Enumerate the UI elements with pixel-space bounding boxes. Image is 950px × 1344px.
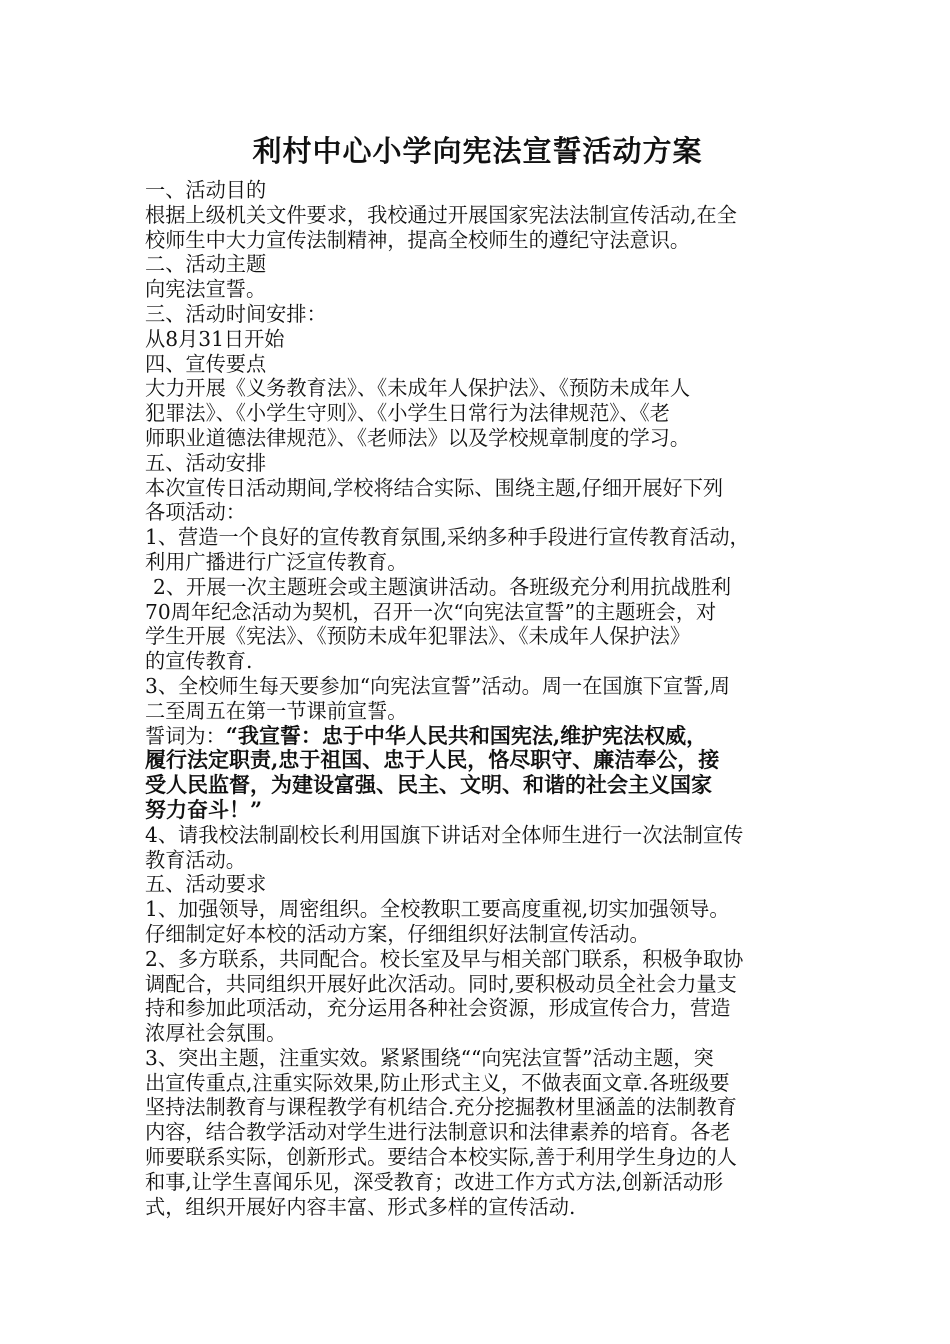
- paragraph-line: 2、多方联系，共同配合。校长室及早与相关部门联系，积极争取协: [145, 946, 744, 971]
- oath-line: 履行法定职责,忠于祖国、忠于人民，恪尽职守、廉洁奉公，接: [145, 747, 720, 773]
- paragraph-line: 和事,让学生喜闻乐见，深受教育；改进工作方式方法,创新活动形: [145, 1169, 724, 1194]
- paragraph-line: 2、开展一次主题班会或主题演讲活动。各班级充分利用抗战胜利: [153, 574, 732, 599]
- section-block-2: [145, 823, 810, 1220]
- paragraph-line: 出宣传重点,注重实际效果,防止形式主义，不做表面文章.各班级要: [145, 1070, 730, 1095]
- paragraph-line: 3、突出主题，注重实效。紧紧围绕““向宪法宣誓”活动主题，突: [145, 1045, 714, 1070]
- heading-schedule: 三、活动时间安排：: [145, 301, 327, 326]
- paragraph-line: 利用广播进行广泛宣传教育。: [145, 549, 408, 574]
- paragraph-line: 根据上级机关文件要求，我校通过开展国家宪法法制宣传活动,在全: [145, 202, 737, 227]
- paragraph-line: 犯罪法》、《小学生守则》、《小学生日常行为法律规范》、《老: [145, 401, 670, 426]
- section-block-1: [145, 178, 810, 724]
- paragraph-line: 向宪法宣誓。: [145, 277, 267, 302]
- paragraph-line: 仔细制定好本校的活动方案，仔细组织好法制宣传活动。: [145, 921, 650, 946]
- paragraph-line: 70周年纪念活动为契机，召开一次“向宪法宣誓”的主题班会，对: [145, 599, 717, 624]
- oath-line: [145, 724, 810, 749]
- paragraph-line: 二至周五在第一节课前宣誓。: [145, 698, 408, 723]
- paragraph-line: 教育活动。: [145, 847, 246, 872]
- paragraph-line: 大力开展《义务教育法》、《未成年人保护法》、《预防未成年人: [145, 376, 691, 401]
- oath-line: 努力奋斗！”: [145, 796, 263, 822]
- paragraph-line: 1、营造一个良好的宣传教育氛围,采纳多种手段进行宣传教育活动，: [145, 525, 750, 550]
- paragraph-line: 调配合，共同组织开展好此次活动。同时,要积极动员全社会力量支: [145, 971, 737, 996]
- heading-requirements: 五、活动要求: [145, 872, 267, 897]
- paragraph-line: 内容，结合教学活动对学生进行法制意识和法律素养的培育。各老: [145, 1120, 731, 1145]
- paragraph-line: 师职业道德法律规范》、《老师法》以及学校规章制度的学习。: [145, 425, 691, 450]
- paragraph-line: 本次宣传日活动期间,学校将结合实际、围绕主题,仔细开展好下列: [145, 475, 724, 500]
- paragraph-line: 师要联系实际，创新形式。要结合本校实际,善于利用学生身边的人: [145, 1145, 737, 1170]
- paragraph-line: 校师生中大力宣传法制精神，提高全校师生的遵纪守法意识。: [145, 227, 691, 252]
- oath-block: [145, 724, 810, 823]
- paragraph-line: 式，组织开展好内容丰富、形式多样的宣传活动.: [145, 1194, 576, 1219]
- paragraph-line: 持和参加此项活动，充分运用各种社会资源，形成宣传合力，营造: [145, 996, 731, 1021]
- heading-key-points: 四、宣传要点: [145, 351, 267, 376]
- paragraph-line: 坚持法制教育与课程教学有机结合.充分挖掘教材里涵盖的法制教育: [145, 1095, 737, 1120]
- paragraph-line: 各项活动：: [145, 500, 246, 525]
- paragraph-line: 4、请我校法制副校长利用国旗下讲话对全体师生进行一次法制宣传: [145, 822, 744, 847]
- oath-line: 受人民监督，为建设富强、民主、文明、和谐的社会主义国家: [145, 772, 712, 798]
- paragraph-line: 的宣传教育.: [145, 649, 253, 674]
- heading-theme: 二、活动主题: [145, 252, 267, 277]
- document-page: [145, 128, 810, 1219]
- heading-purpose: 一、活动目的: [145, 178, 267, 202]
- paragraph-line: 学生开展《宪法》、《预防未成年犯罪法》、《未成年人保护法》: [145, 624, 691, 649]
- heading-arrangement: 五、活动安排: [145, 450, 267, 475]
- paragraph-line: 浓厚社会氛围。: [145, 1021, 287, 1046]
- paragraph-line: 3、全校师生每天要参加“向宪法宣誓”活动。周一在国旗下宣誓,周: [145, 673, 730, 698]
- document-title: 利村中心小学向宪法宣誓活动方案: [252, 134, 703, 168]
- oath-text: “我宣誓：忠于中华人民共和国宪法,维护宪法权威，: [225, 722, 708, 748]
- oath-prefix: 誓词为：: [145, 723, 226, 748]
- paragraph-line: 从8月31日开始: [145, 326, 285, 351]
- paragraph-line: 1、加强领导，周密组织。全校教职工要高度重视,切实加强领导。: [145, 897, 730, 922]
